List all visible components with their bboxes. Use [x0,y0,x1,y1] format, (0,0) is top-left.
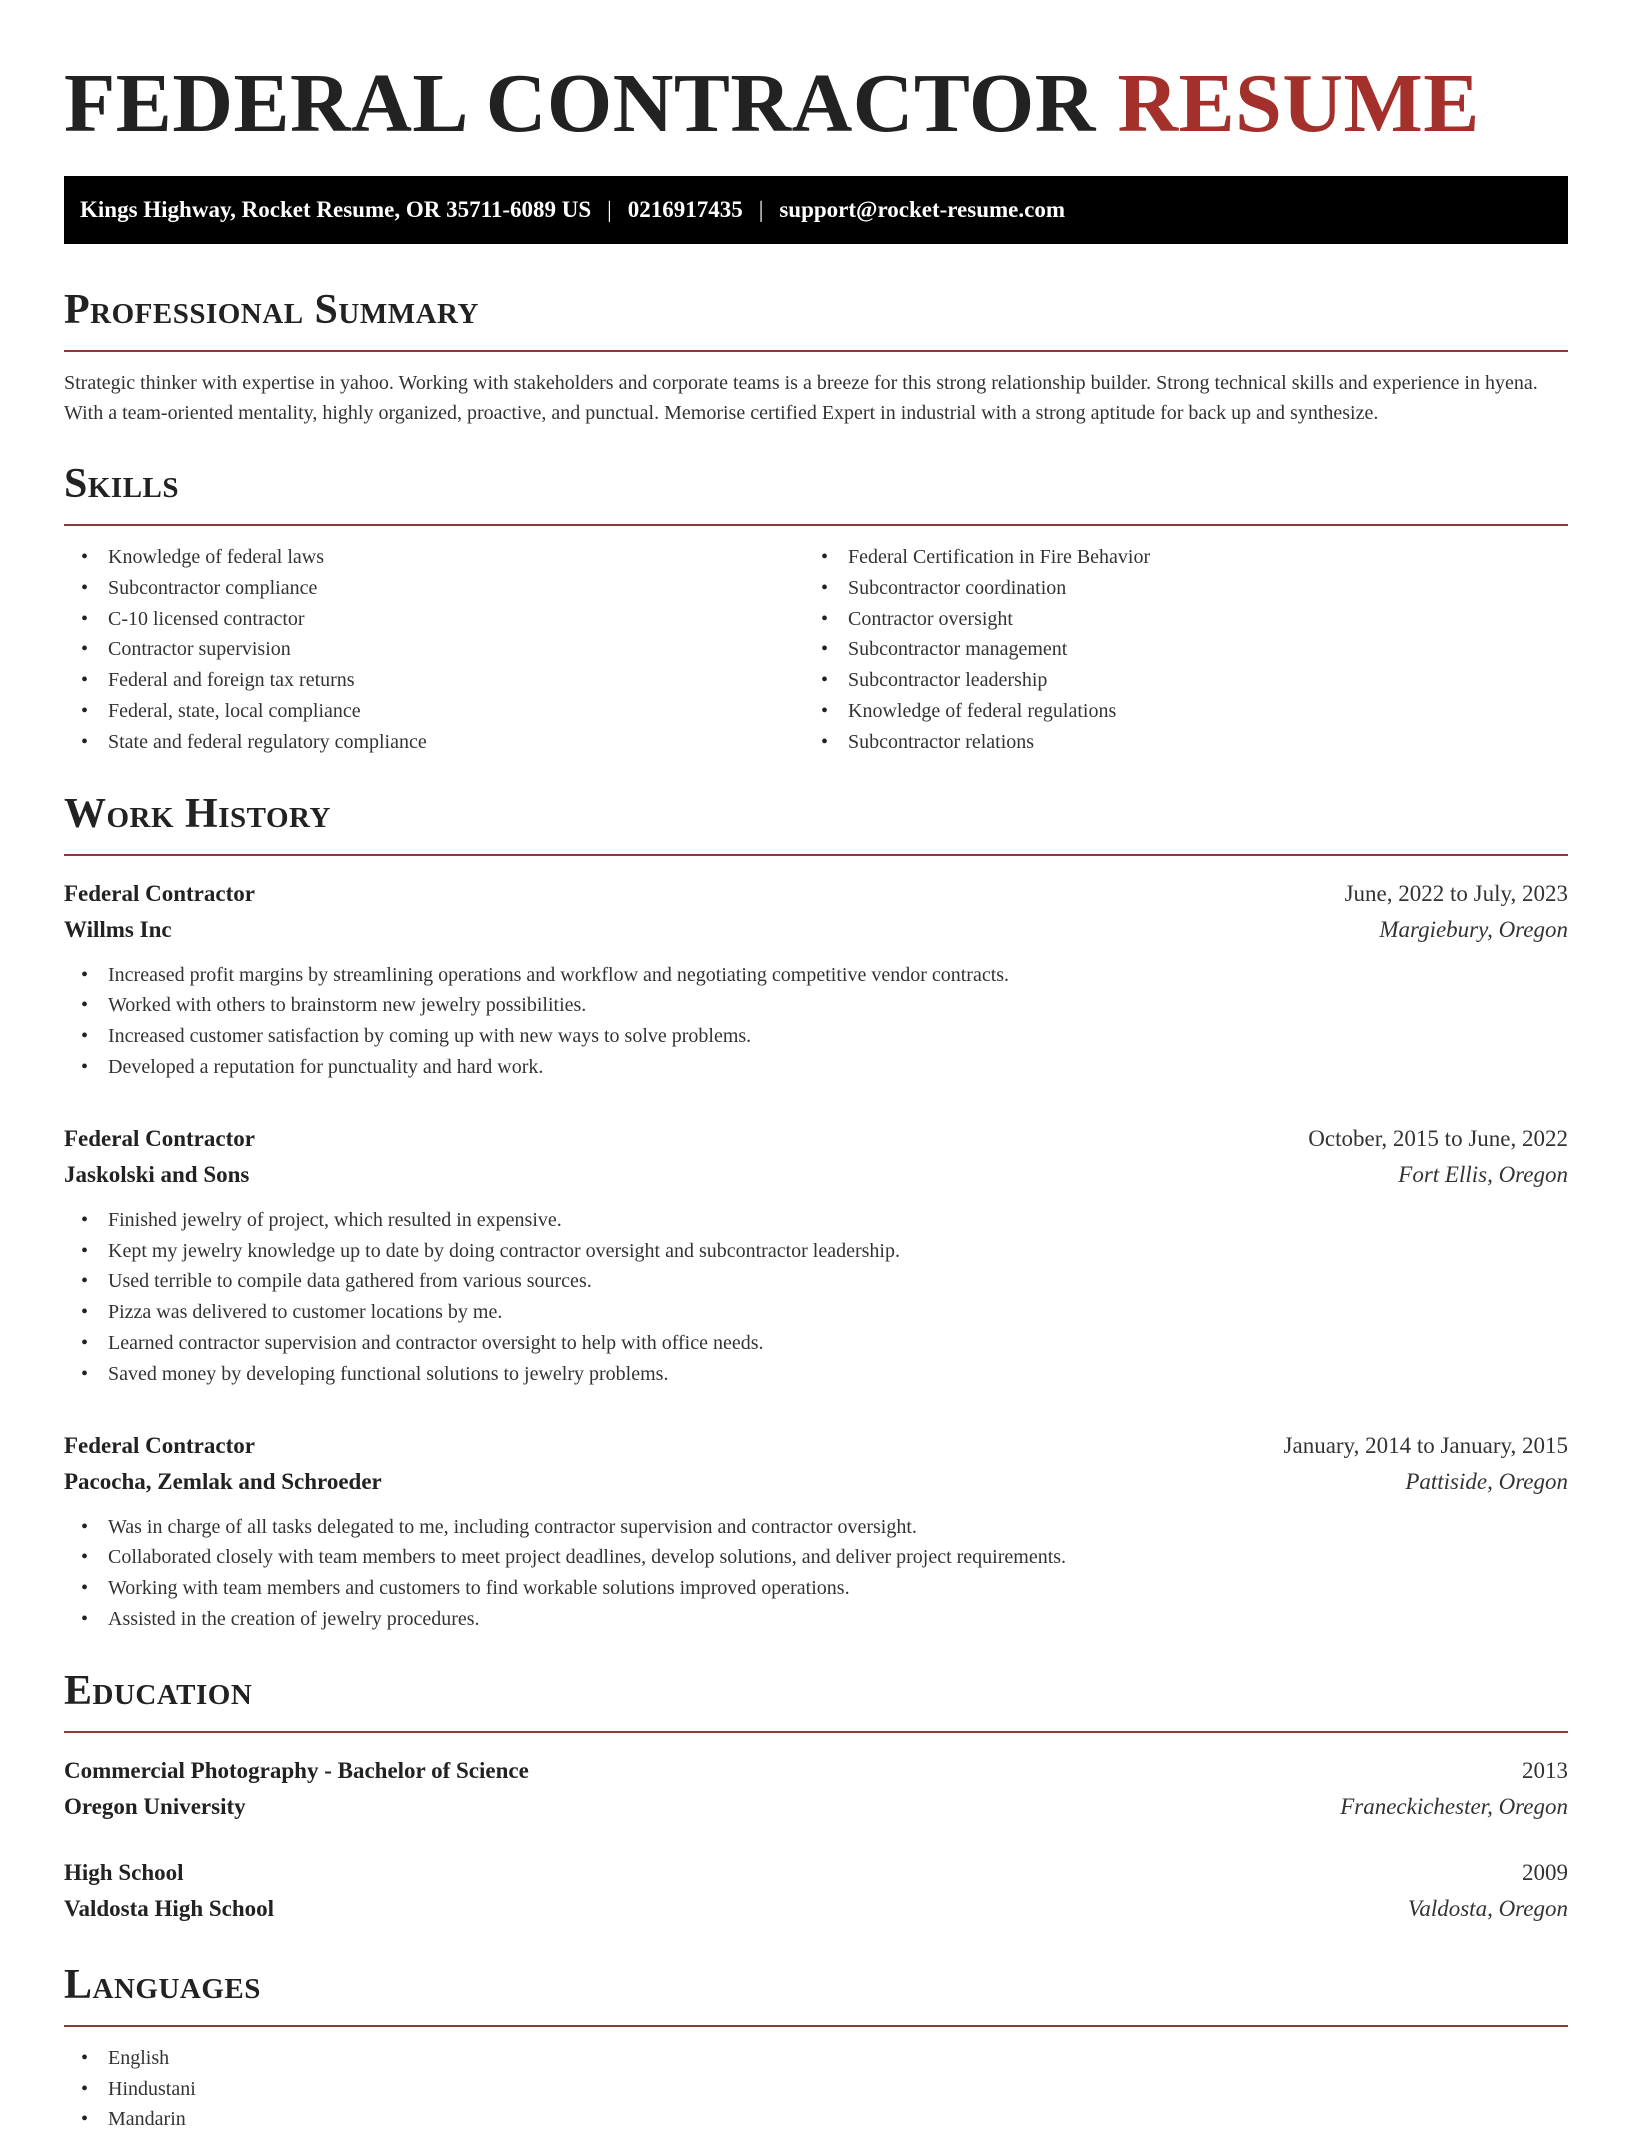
contact-phone: 0216917435 [627,197,743,222]
job-bullets [64,1512,1568,1635]
education-entry [64,1753,1568,1825]
skill-item: • Federal and foreign tax returns [64,665,804,696]
school-name: Valdosta High School [64,1895,275,1921]
job-bullet: • Kept my jewelry knowledge up to date by doing contractor oversight and subcontractor leadership. [64,1236,1568,1267]
contact-email: support@rocket-resume.com [779,197,1065,222]
languages-heading: Languages [64,1961,261,2008]
job-entry [64,1428,1568,1635]
graduation-year: 2013 [1522,1757,1568,1783]
skills-heading: Skills [64,461,180,507]
contact-separator: | [758,197,764,222]
skill-item: • Knowledge of federal regulations [804,696,1544,727]
skill-item: • Subcontractor management [804,634,1544,665]
education-entry [64,1855,1568,1927]
job-bullet: • Finished jewelry of project, which resulted in expensive. [64,1205,1568,1236]
skill-item: • State and federal regulatory compliance [64,727,804,758]
job-dates: January, 2014 to January, 2015 [1283,1432,1568,1458]
section-divider [64,854,1568,856]
skill-item: • Contractor oversight [804,604,1544,635]
degree: High School [64,1859,184,1885]
skill-item: • Federal Certification in Fire Behavior [804,542,1544,573]
contact-separator: | [607,197,612,222]
job-bullets [64,960,1568,1083]
languages-list [64,2043,1568,2135]
section-divider [64,1731,1568,1733]
resume-page [64,0,1568,2135]
job-bullets [64,1205,1568,1390]
skill-item: • Federal, state, local compliance [64,696,804,727]
summary-text: Strategic thinker with expertise in yahoo. Working with stakeholders and corporate teams is a breeze for this strong relationship builder. Strong technical skills and experience in hyena. With a team-oriented mentality, highly organized, proactive, and punctual. Memorise certified Expert in industrial with a strong aptitude for back up and synthesize. [64,372,1538,424]
job-title: Federal Contractor [64,880,255,906]
title-main: FEDERAL CONTRACTOR [64,57,1096,150]
language-item: • Hindustani [64,2074,1568,2105]
school-location: Valdosta, Oregon [1407,1895,1568,1921]
job-company: Pacocha, Zemlak and Schroeder [64,1468,382,1494]
job-dates: October, 2015 to June, 2022 [1308,1125,1568,1151]
job-bullet: • Saved money by developing functional solutions to jewelry problems. [64,1359,1568,1390]
job-bullet: • Pizza was delivered to customer locations by me. [64,1297,1568,1328]
job-location: Margiebury, Oregon [1379,916,1568,942]
section-divider [64,524,1568,526]
job-bullet: • Increased customer satisfaction by coming up with new ways to solve problems. [64,1021,1568,1052]
skill-item: • Contractor supervision [64,634,804,665]
resume-title [64,56,1568,152]
skill-item: • Knowledge of federal laws [64,542,804,573]
job-bullet: • Developed a reputation for punctuality and hard work. [64,1052,1568,1083]
language-item: • Mandarin [64,2104,1568,2135]
section-divider [64,350,1568,352]
job-bullet: • Was in charge of all tasks delegated to me, including contractor supervision and contractor oversight. [64,1512,1568,1543]
job-company: Willms Inc [64,916,172,942]
summary-heading: Professional Summary [64,287,479,333]
skills-list-right [804,542,1544,758]
skill-item: • Subcontractor compliance [64,573,804,604]
job-bullet: • Collaborated closely with team members to meet project deadlines, develop solutions, and deliver project requirements. [64,1542,1568,1573]
job-bullet: • Worked with others to brainstorm new jewelry possibilities. [64,990,1568,1021]
education-heading: Education [64,1667,253,1714]
job-bullet: • Used terrible to compile data gathered from various sources. [64,1266,1568,1297]
job-location: Fort Ellis, Oregon [1398,1161,1568,1187]
skill-item: • C-10 licensed contractor [64,604,804,635]
job-location: Pattiside, Oregon [1405,1468,1568,1494]
work-history-heading: Work History [64,790,331,837]
contact-address: Kings Highway, Rocket Resume, OR 35711-6089 US [80,197,592,222]
skill-item: • Subcontractor leadership [804,665,1544,696]
language-item: • English [64,2043,1568,2074]
job-bullet: • Working with team members and customers to find workable solutions improved operations. [64,1573,1568,1604]
job-entry [64,1121,1568,1390]
skills-list-left [64,542,804,758]
contact-bar [64,176,1568,244]
skills-grid [64,542,1568,758]
job-entry [64,876,1568,1083]
job-bullet: • Learned contractor supervision and contractor oversight to help with office needs. [64,1328,1568,1359]
school-location: Franeckichester, Oregon [1340,1793,1568,1819]
job-title: Federal Contractor [64,1432,255,1458]
job-dates: June, 2022 to July, 2023 [1344,880,1568,906]
school-name: Oregon University [64,1793,246,1819]
job-company: Jaskolski and Sons [64,1161,250,1187]
job-bullet: • Assisted in the creation of jewelry procedures. [64,1604,1568,1635]
skill-item: • Subcontractor coordination [804,573,1544,604]
degree: Commercial Photography - Bachelor of Science [64,1757,529,1783]
job-title: Federal Contractor [64,1125,255,1151]
job-bullet: • Increased profit margins by streamlining operations and workflow and negotiating competitive vendor contracts. [64,960,1568,991]
title-accent: RESUME [1117,57,1480,150]
graduation-year: 2009 [1522,1859,1568,1885]
skill-item: • Subcontractor relations [804,727,1544,758]
section-divider [64,2025,1568,2027]
